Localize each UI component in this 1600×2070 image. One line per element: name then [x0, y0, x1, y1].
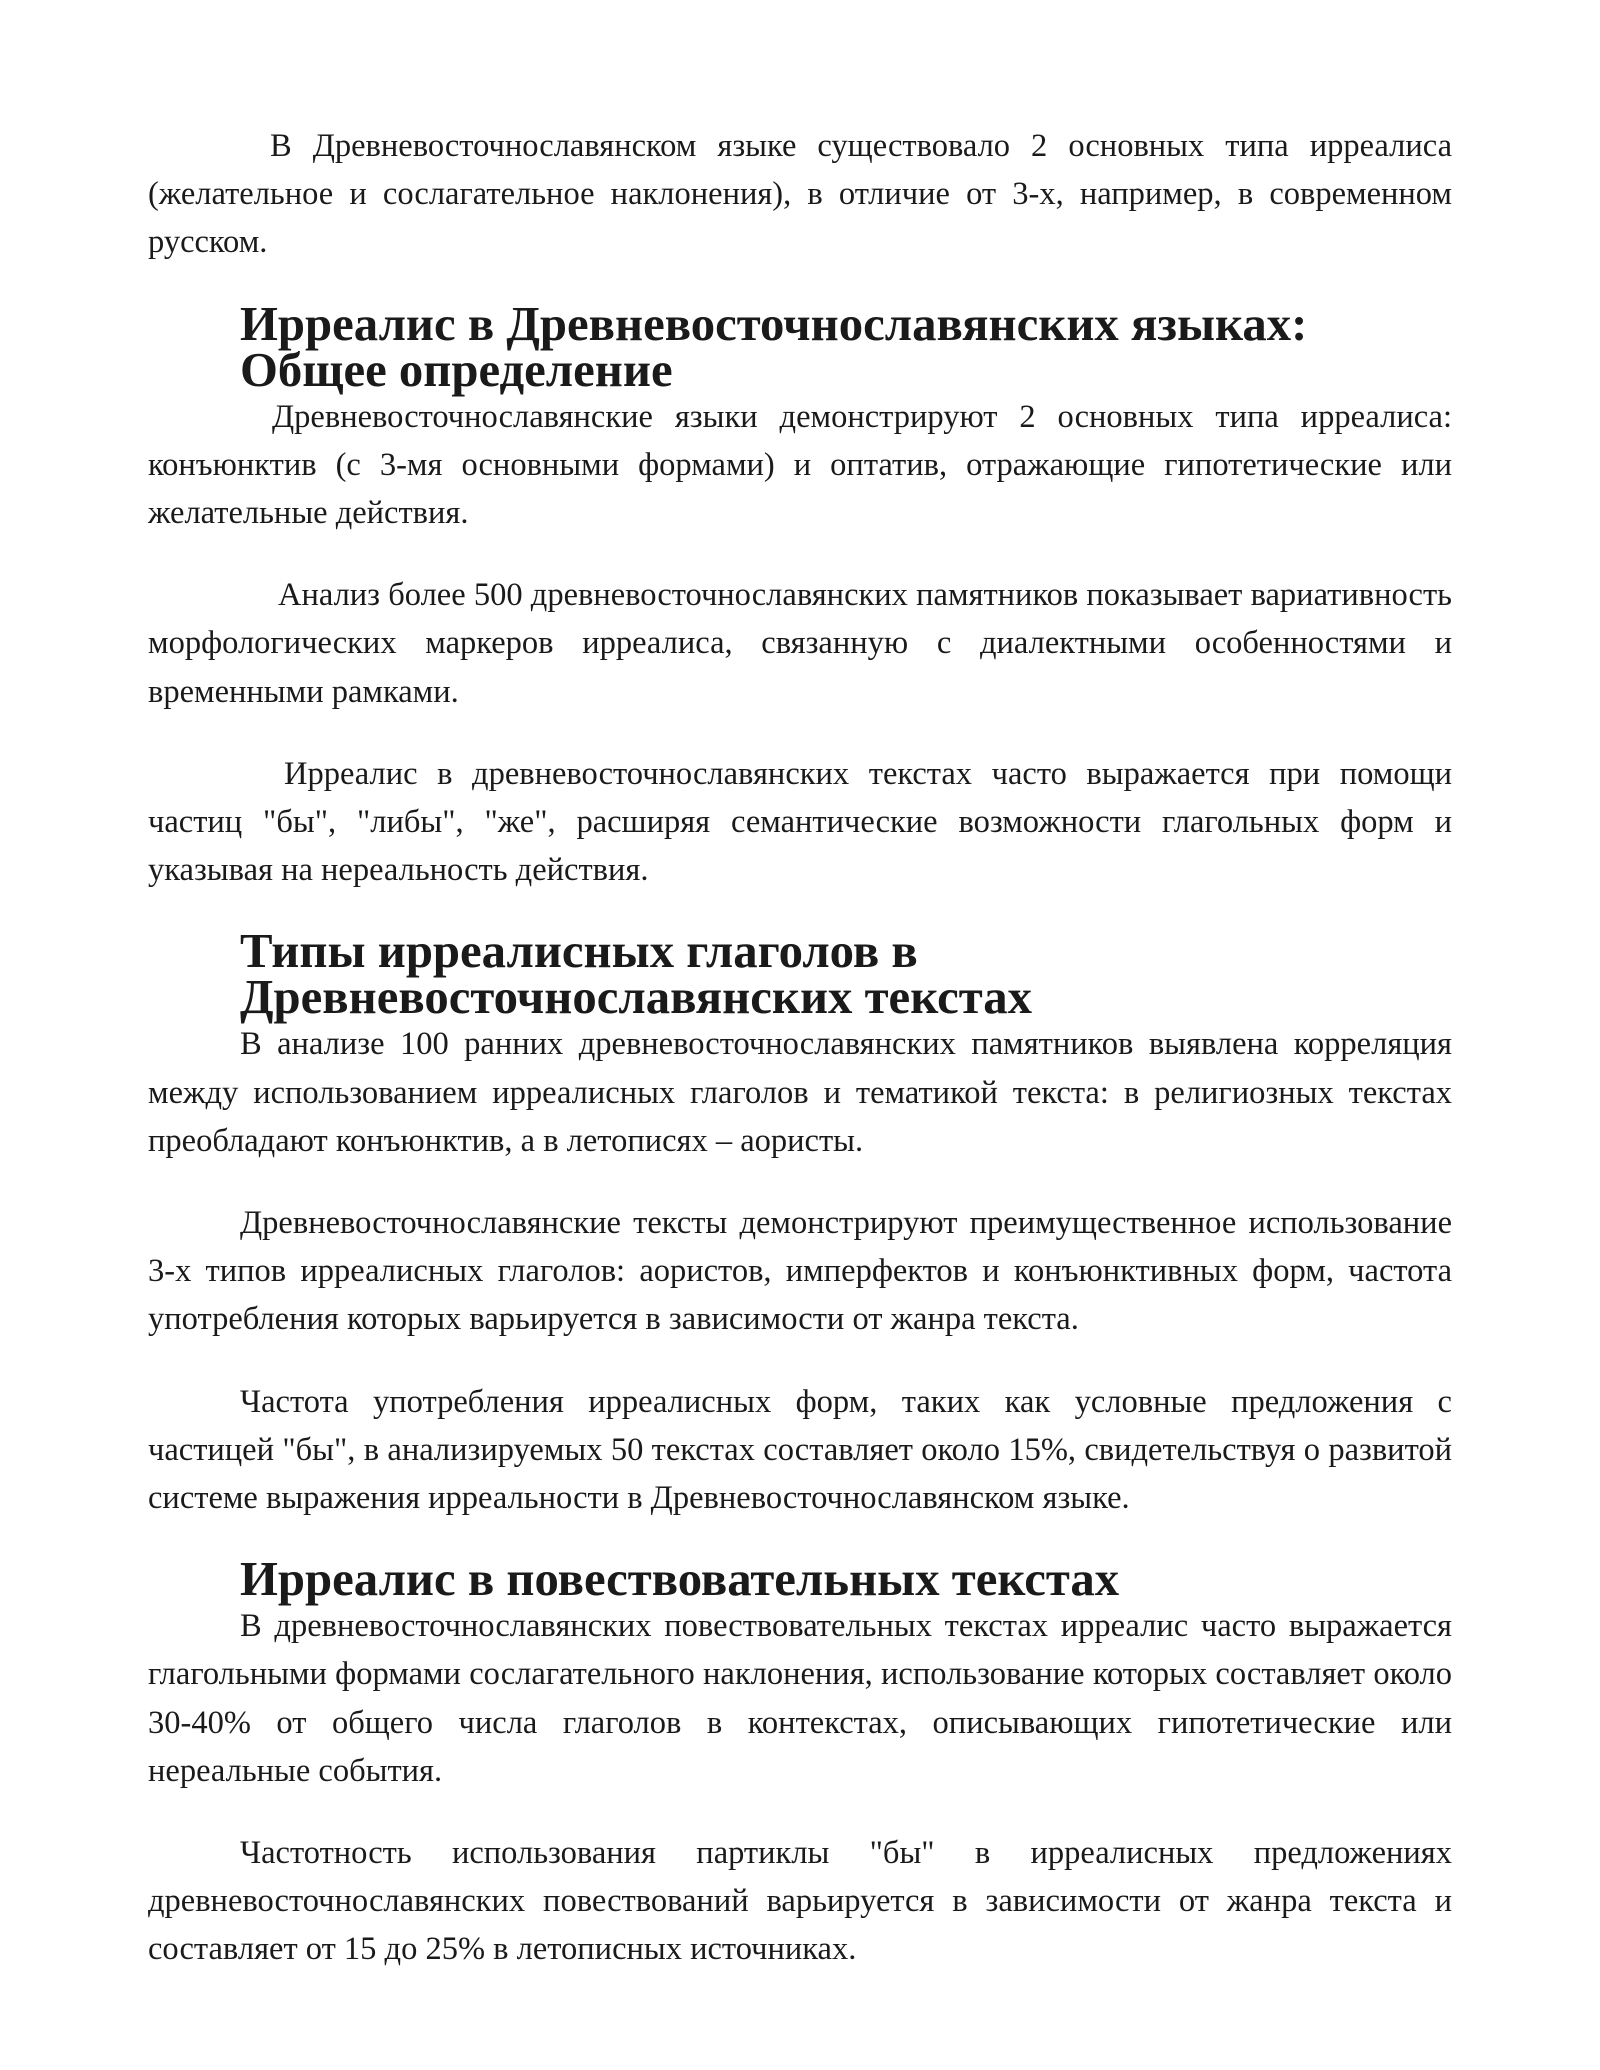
- paragraph-definition-1: Древневосточнославянские языки демонстрируют 2 основных типа ирреалиса: конъюнктив (с 3-мя основными формами) и оптатив, отражающие гипотетические или желательные действия.: [148, 398, 1452, 532]
- section-heading-verb-types: Типы ирреалисных глаголов в Древневосточнославянских текстах: [240, 924, 1032, 1025]
- spacer: [148, 894, 1452, 928]
- spacer: [148, 1344, 1452, 1378]
- section-heading-narrative: Ирреалис в повествовательных текстах: [240, 1552, 1120, 1607]
- section-heading-definition: Ирреалис в Древневосточнославянских языках: Общее определение: [240, 296, 1308, 397]
- spacer: [148, 267, 1452, 301]
- document-page: [148, 122, 1452, 1974]
- spacer: [148, 537, 1452, 571]
- paragraph-narrative-2: Частотность использования партиклы "бы" в ирреалисных предложениях древневосточнославянских повествований варьируется в зависимости от жанра текста и составляет от 15 до 25% в летописных источниках.: [148, 1835, 1452, 1968]
- paragraph-verb-types-3: Частота употребления ирреалисных форм, таких как условные предложения с частицей "бы", в анализируемых 50 текстах составляет около 15%, свидетельствуя о развитой системе выражения ирреальности в Древневосточнославянском языке.: [148, 1383, 1452, 1517]
- paragraph-definition-3: Ирреалис в древневосточнославянских текстах часто выражается при помощи частиц "бы", "либы", "же", расширяя семантические возможности глагольных форм и указывая на нереальность действия.: [148, 755, 1452, 889]
- paragraph-verb-types-2: Древневосточнославянские тексты демонстрируют преимущественное использование 3-х типов ирреалисных глаголов: аористов, имперфектов и конъюнктивных форм, частота употребления которых варьируется в зависимости от жанра текста.: [148, 1205, 1452, 1338]
- paragraph-verb-types-1: В анализе 100 ранних древневосточнославянских памятников выявлена корреляция между использованием ирреалисных глаголов и тематикой текста: в религиозных текстах преобладают конъюнктив, а в летописях – аористы.: [148, 1026, 1452, 1159]
- spacer: [148, 1165, 1452, 1199]
- paragraph-narrative-1: В древневосточнославянских повествовательных текстах ирреалис часто выражается глагольными формами сослагательного наклонения, использование которых составляет около 30-40% от общего числа глаголов в контекстах, описывающих гипотетические или нереальные события.: [148, 1608, 1452, 1789]
- spacer: [148, 1522, 1452, 1556]
- paragraph-intro: В Древневосточнославянском языке существовало 2 основных типа ирреалиса (желательное и сослагательное наклонения), в отличие от 3-х, например, в современном русском.: [148, 128, 1452, 261]
- spacer: [148, 716, 1452, 750]
- spacer: [148, 1795, 1452, 1829]
- paragraph-definition-2: Анализ более 500 древневосточнославянских памятников показывает вариативность морфологических маркеров ирреалиса, связанную с диалектными особенностями и временными рамками.: [148, 577, 1452, 710]
